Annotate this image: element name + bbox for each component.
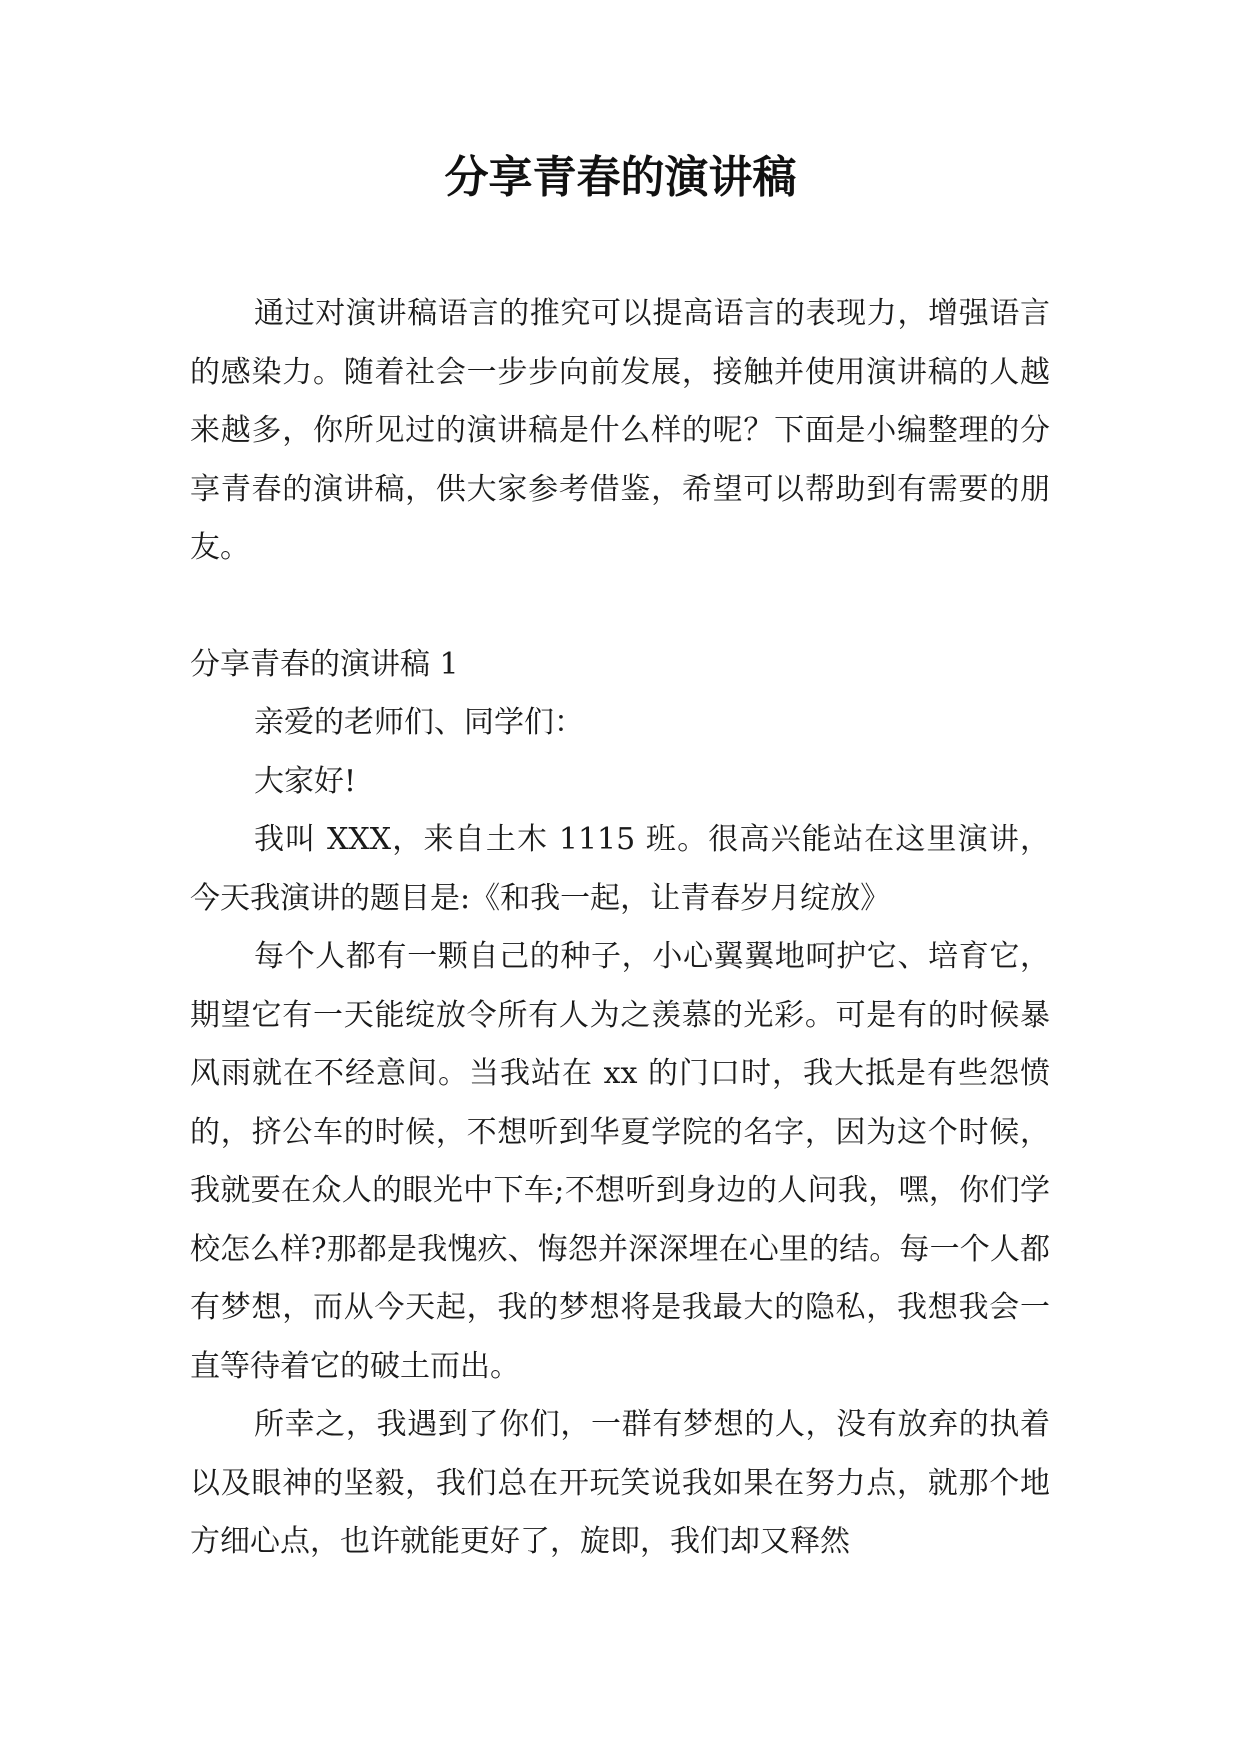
salutation-paragraph: 亲爱的老师们、同学们： bbox=[254, 705, 584, 740]
body-paragraph: 每个人都有一颗自己的种子，小心翼翼地呵护它、培育它，期望它有一天能绽放令所有人为之羡慕的光彩。可是有的时候暴风雨就在不经意间。当我站在 xx 的门口时，我大抵是有些怨愤的，挤公车的时候，不想听到华夏学院的名字，因为这个时候，我就要在众人的眼光中下车;不想听到身边的人问我，嘿，你们学校怎么样?那都是我愧疚、悔怨并深深埋在心里的结。每一个人都有梦想，而从今天起，我的梦想将是我最大的隐私，我想我会一直等待着它的破土而出。 bbox=[190, 939, 1050, 1384]
document-body bbox=[190, 285, 1050, 1572]
paragraph-spacer bbox=[190, 578, 1050, 636]
document-title: 分享青春的演讲稿 bbox=[444, 152, 797, 203]
intro-paragraph: 通过对演讲稿语言的推究可以提高语言的表现力，增强语言的感染力。随着社会一步步向前发展，接触并使用演讲稿的人越来越多，你所见过的演讲稿是什么样的呢？下面是小编整理的分享青春的演讲稿，供大家参考借鉴，希望可以帮助到有需要的朋友。 bbox=[190, 296, 1050, 565]
body-paragraph-continued: 所幸之，我遇到了你们，一群有梦想的人，没有放弃的执着以及眼神的坚毅，我们总在开玩笑说我如果在努力点，就那个地方细心点，也许就能更好了，旋即，我们却又释然 bbox=[190, 1407, 1050, 1559]
introduction-paragraph: 我叫 XXX，来自土木 1115 班。很高兴能站在这里演讲，今天我演讲的题目是:《和我一起，让青春岁月绽放》 bbox=[190, 822, 1050, 916]
section-heading: 分享青春的演讲稿 1 bbox=[190, 646, 459, 682]
greeting-paragraph: 大家好! bbox=[254, 763, 357, 799]
